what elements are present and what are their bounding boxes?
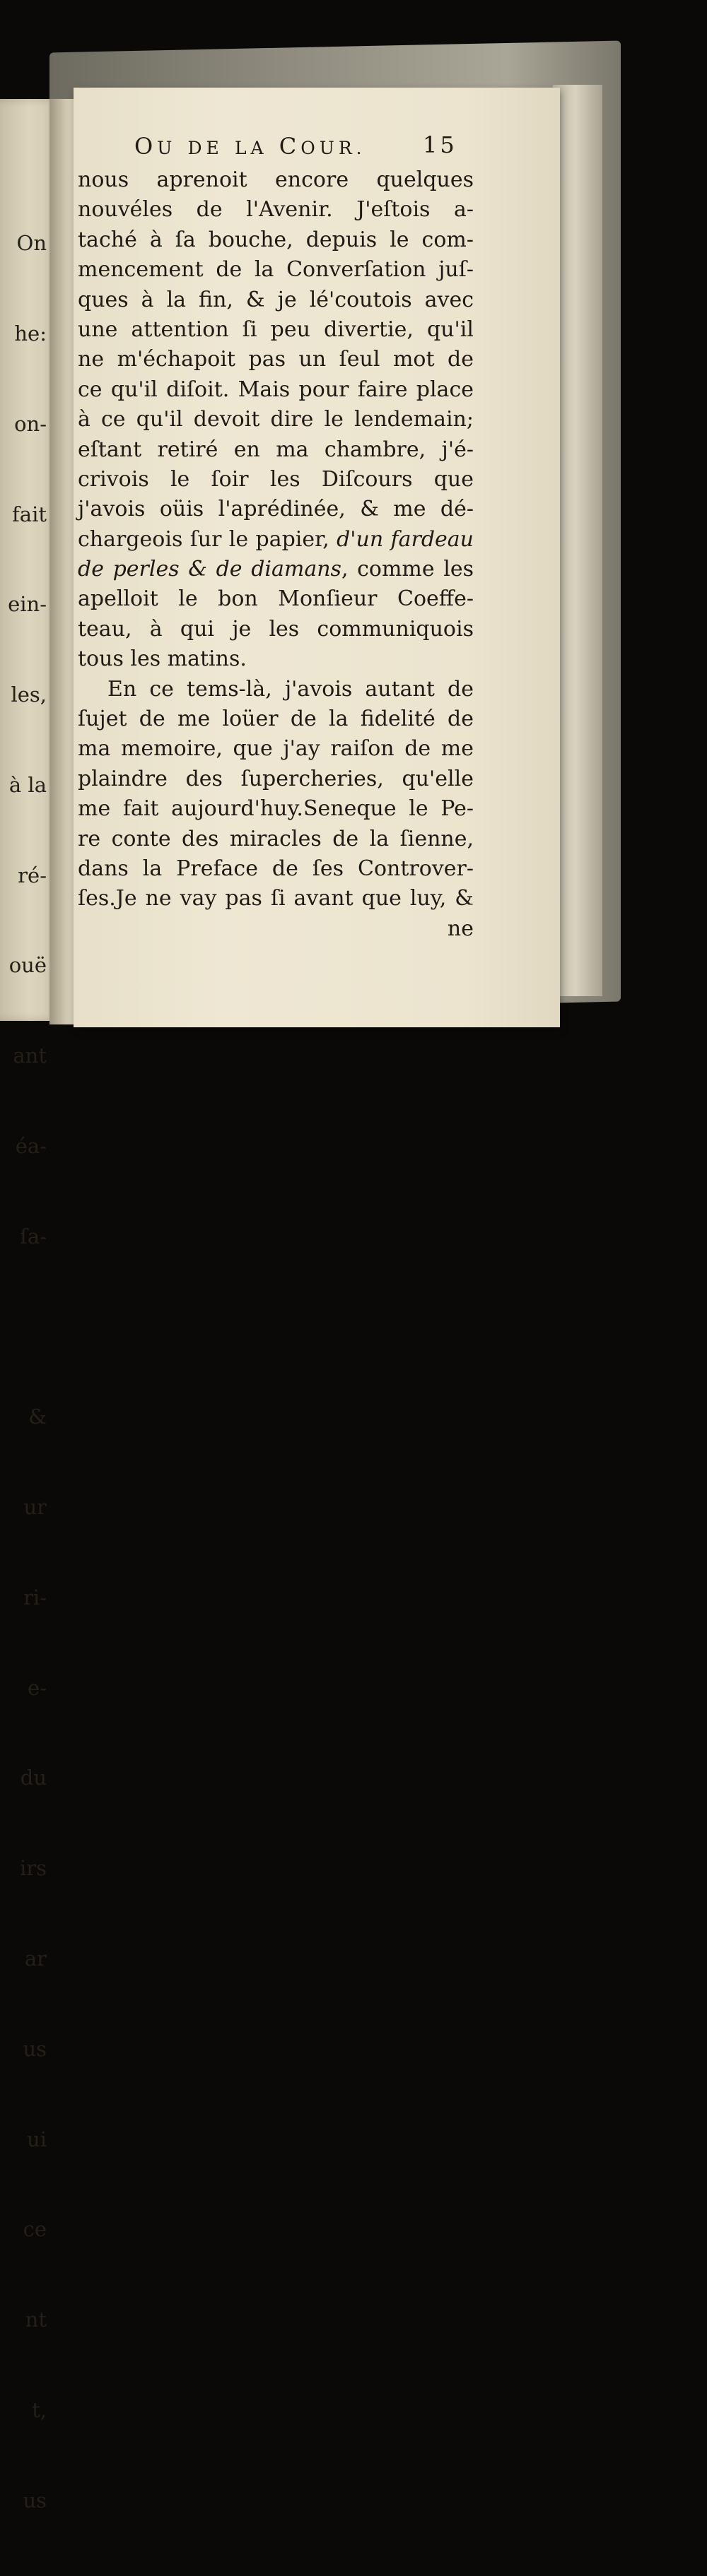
running-head-initial-o: O bbox=[134, 133, 158, 160]
page-body bbox=[78, 165, 474, 944]
running-head-u: U bbox=[157, 138, 177, 158]
text-line: j'avois oüis l'aprédinée, & me dé- bbox=[78, 497, 474, 522]
italic-text: de perles & de diamans bbox=[78, 557, 341, 582]
left-line: du bbox=[20, 1766, 47, 1790]
running-head bbox=[134, 133, 460, 160]
text-line: nous aprenoit encore quelques bbox=[78, 167, 474, 192]
left-line: ri- bbox=[23, 1585, 47, 1609]
text-line: ne m'échapoit pas un ſeul mot de bbox=[78, 347, 474, 372]
left-line: ar bbox=[24, 1946, 47, 1971]
left-line: & bbox=[28, 1405, 47, 1429]
left-line: On bbox=[16, 231, 47, 256]
left-line: he: bbox=[14, 321, 47, 345]
left-line: ant bbox=[13, 1044, 47, 1068]
text-line: une attention ſi peu divertie, qu'il bbox=[78, 317, 474, 342]
running-head-initial-c: C bbox=[279, 133, 301, 160]
text-segment: , comme les bbox=[341, 557, 474, 582]
text-line: crivois le ſoir les Diſcours que bbox=[78, 466, 474, 492]
text-line: plaindre des ſupercheries, qu'elle bbox=[78, 766, 474, 791]
left-line: ui bbox=[27, 2127, 47, 2151]
left-line: us bbox=[23, 2036, 47, 2061]
left-line bbox=[0, 1312, 47, 1342]
text-line: ma memoire, que j'ay raiſon de me bbox=[78, 736, 474, 762]
text-line: dans la Preface de ſes Controver- bbox=[78, 856, 474, 881]
left-line: ré- bbox=[18, 863, 47, 887]
left-page-text bbox=[0, 168, 47, 2576]
running-head-la: LA bbox=[234, 138, 268, 158]
text-line bbox=[78, 555, 474, 584]
text-line: apelloit le bon Monſieur Coeffe- bbox=[78, 586, 474, 612]
left-line: à la bbox=[8, 772, 47, 797]
running-head-our: OUR. bbox=[300, 138, 366, 158]
left-line: ouë bbox=[8, 953, 47, 978]
text-line: teau, à qui je les communiquois bbox=[78, 616, 474, 642]
text-line: me fait aujourd'huy.Seneque le Pe- bbox=[78, 796, 474, 822]
left-line: les, bbox=[11, 683, 47, 707]
text-line: à ce qu'il devoit dire le lendemain; bbox=[78, 407, 474, 432]
left-line: us bbox=[23, 2488, 47, 2512]
text-line: ce qu'il diſoit. Mais pour faire place bbox=[78, 377, 474, 402]
left-line: ein- bbox=[8, 592, 47, 617]
text-line: taché à ſa bouche, depuis le com- bbox=[78, 227, 474, 252]
left-line: nt bbox=[25, 2308, 47, 2332]
text-line: mencement de la Converſation juſ- bbox=[78, 257, 474, 283]
left-line: ſa- bbox=[20, 1224, 47, 1248]
left-line: e- bbox=[28, 1675, 47, 1700]
italic-text: d'un fardeau bbox=[337, 526, 474, 552]
text-line: ques à la fin, & je lé'coutois avec bbox=[78, 287, 474, 312]
text-line: ſujet de me loüer de la fidelité de bbox=[78, 707, 474, 732]
text-line: re conte des miracles de la ſienne, bbox=[78, 826, 474, 851]
catchword: ne bbox=[447, 916, 474, 941]
left-line: ur bbox=[23, 1495, 47, 1520]
running-head-de: DE bbox=[187, 138, 223, 158]
text-line: ſes.Je ne vay pas ſi avant que luy, & bbox=[78, 886, 474, 911]
page-number: 15 bbox=[423, 131, 457, 158]
left-line: éa- bbox=[15, 1134, 47, 1158]
text-segment: chargeois ſur le papier, bbox=[78, 526, 329, 552]
left-line: irs bbox=[19, 1856, 47, 1881]
left-line: ce bbox=[23, 2217, 47, 2242]
text-line: tous les matins. bbox=[78, 646, 247, 672]
text-line: nouvéles de l'Avenir. J'eſtois a- bbox=[78, 197, 474, 223]
left-line: t, bbox=[32, 2397, 47, 2422]
paragraph-first-line: En ce tems-là, j'avois autant de bbox=[107, 676, 474, 702]
text-line: eſtant retiré en ma chambre, j'é- bbox=[78, 437, 474, 462]
left-line: fait bbox=[12, 502, 47, 526]
left-line: on- bbox=[14, 411, 47, 436]
text-line bbox=[78, 525, 474, 555]
